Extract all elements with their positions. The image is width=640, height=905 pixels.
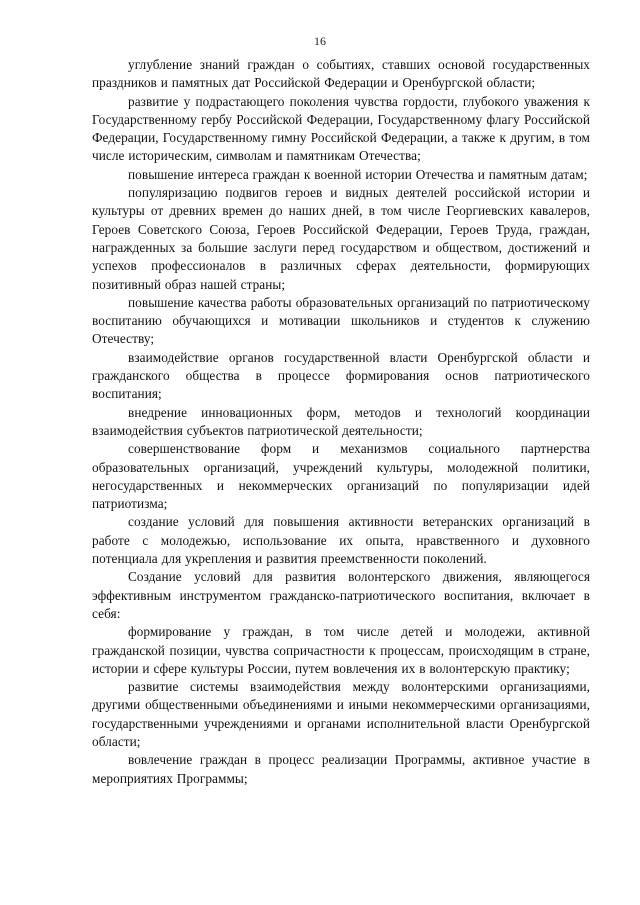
paragraph-6: взаимодействие органов государственной власти Оренбургской области и гражданского общества в процессе формирования основ патриотического воспитания; [92,349,590,402]
paragraph-10: Создание условий для развития волонтерского движения, являющегося эффективным инструментом гражданско-патриотического воспитания, включает в себя: [92,569,590,621]
paragraph-4: популяризацию подвигов героев и видных деятелей российской истории и культуры от древних времен до наших дней, в том числе Георгиевских кавалеров, Героев Советского Союза, Героев Российской Федерации, Героев Труда, граждан, награжденных за большие заслуги перед государством и обществом, достижений и успехов профессионалов в различных сферах деятельности, формирующих позитивный образ нашей страны; [92,185,590,292]
paragraph-12: развитие системы взаимодействия между волонтерскими организациями, другими общественными объединениями и иными некоммерческими организациями, государственными учреждениями и органами исполнительной власти Оренбургской области; [92,679,590,749]
paragraph-1: углубление знаний граждан о событиях, ставших основой государственных праздников и памятных дат Российской Федерации и Оренбургской области; [92,57,590,91]
paragraph-3: повышение интереса граждан к военной истории Отечества и памятным датам; [128,166,588,182]
paragraph-2: развитие у подрастающего поколения чувства гордости, глубокого уважения к Государственному гербу Российской Федерации, Государственному флагу Российской Федерации, Государственному гимну Российской Федерации, а также к другим, в том числе историческим, символам и памятникам Отечества; [92,93,590,164]
paragraph-8: совершенствование форм и механизмов социального партнерства образовательных организаций, учреждений культуры, молодежной политики, негосударственных и некоммерческих организаций по популяризации идей патриотизма; [92,441,590,512]
paragraph-7: внедрение инновационных форм, методов и технологий координации взаимодействия субъектов патриотической деятельности; [92,404,590,438]
paragraph-11: формирование у граждан, в том числе детей и молодежи, активной гражданской позиции, чувства сопричастности к процессам, происходящим в стране, истории и сфере культуры России, путем вовлечения их в волонтерскую практику; [92,624,590,676]
page-body [92,56,590,788]
page-number: 16 [314,34,326,48]
paragraph-5: повышение качества работы образовательных организаций по патриотическому воспитанию обучающихся и мотивации школьников и студентов к служению Отечеству; [92,294,590,347]
paragraph-9: создание условий для повышения активности ветеранских организаций в работе с молодежью, использование их опыта, нравственного и духовного потенциала для укрепления и развития преемственности поколений. [92,514,590,567]
paragraph-13: вовлечение граждан в процесс реализации Программы, активное участие в мероприятиях Программы; [92,752,590,786]
